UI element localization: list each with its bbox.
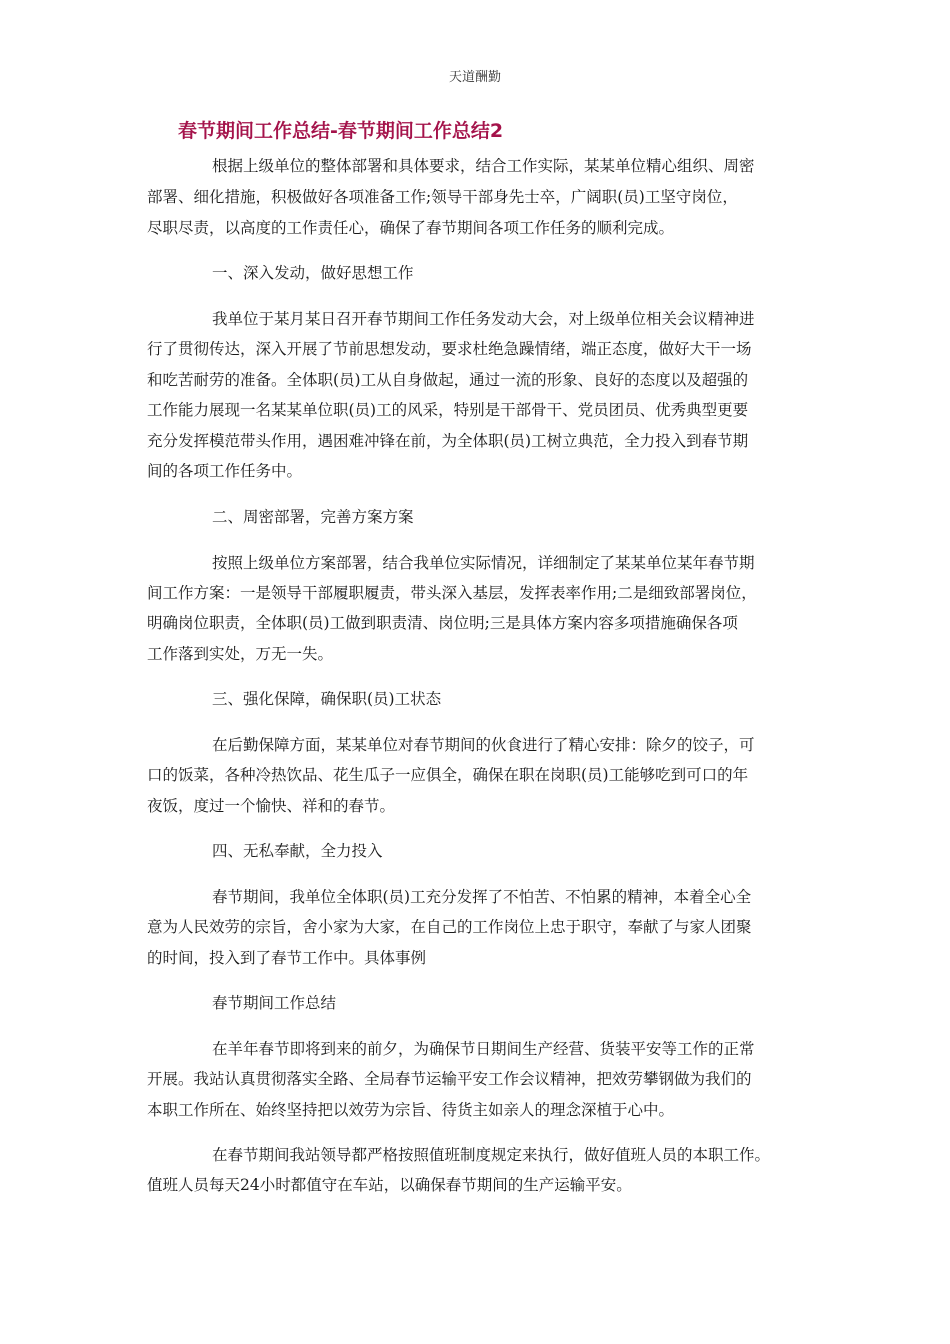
text-line: 间工作方案：一是领导干部履职履责，带头深入基层，发挥表率作用;二是细致部署岗位， bbox=[147, 584, 757, 602]
text-line: 意为人民效劳的宗旨，舍小家为大家，在自己的工作岗位上忠于职守，奉献了与家人团聚 bbox=[147, 918, 752, 936]
text-line: 夜饭，度过一个愉快、祥和的春节。 bbox=[147, 797, 396, 815]
section-heading: 三、强化保障，确保职(员)工状态 bbox=[212, 690, 442, 708]
text-line: 工作落到实处，万无一失。 bbox=[147, 645, 334, 663]
text-line: 部署、细化措施，积极做好各项准备工作;领导干部身先士卒，广阔职(员)工坚守岗位， bbox=[147, 188, 738, 206]
text-line: 春节期间，我单位全体职(员)工充分发挥了不怕苦、不怕累的精神，本着全心全 bbox=[212, 888, 752, 906]
text-line: 尽职尽责，以高度的工作责任心，确保了春节期间各项工作任务的顺利完成。 bbox=[147, 219, 675, 237]
text-line: 和吃苦耐劳的准备。全体职(员)工从自身做起，通过一流的形象、良好的态度以及超强的 bbox=[147, 371, 749, 389]
text-line: 明确岗位职责，全体职(员)工做到职责清、岗位明;三是具体方案内容多项措施确保各项 bbox=[147, 614, 738, 632]
text-line: 间的各项工作任务中。 bbox=[147, 462, 303, 480]
section-heading: 四、无私奉献，全力投入 bbox=[212, 842, 383, 860]
text-line: 在羊年春节即将到来的前夕，为确保节日期间生产经营、货装平安等工作的正常 bbox=[212, 1040, 755, 1058]
text-line: 值班人员每天24小时都值守在车站，以确保春节期间的生产运输平安。 bbox=[147, 1176, 632, 1194]
section-heading: 二、周密部署，完善方案方案 bbox=[212, 508, 414, 526]
section-heading: 一、深入发动，做好思想工作 bbox=[212, 264, 414, 282]
text-line: 按照上级单位方案部署，结合我单位实际情况，详细制定了某某单位某年春节期 bbox=[212, 554, 755, 572]
text-line: 工作能力展现一名某某单位职(员)工的风采，特别是干部骨干、党员团员、优秀典型更要 bbox=[147, 401, 749, 419]
text-line: 口的饭菜，各种冷热饮品、花生瓜子一应俱全，确保在职在岗职(员)工能够吃到可口的年 bbox=[147, 766, 749, 784]
text-line: 本职工作所在、始终坚持把以效劳为宗旨、待货主如亲人的理念深植于心中。 bbox=[147, 1101, 675, 1119]
text-line: 的时间，投入到了春节工作中。具体事例 bbox=[147, 949, 427, 967]
text-line: 根据上级单位的整体部署和具体要求，结合工作实际，某某单位精心组织、周密 bbox=[212, 157, 755, 175]
text-line: 开展。我站认真贯彻落实全路、全局春节运输平安工作会议精神，把效劳攀钢做为我们的 bbox=[147, 1070, 752, 1088]
text-line: 充分发挥模范带头作用，遇困难冲锋在前，为全体职(员)工树立典范，全力投入到春节期 bbox=[147, 432, 749, 450]
document-title: 春节期间工作总结-春节期间工作总结2 bbox=[178, 120, 504, 142]
section-heading: 春节期间工作总结 bbox=[212, 994, 337, 1012]
text-line: 在后勤保障方面，某某单位对春节期间的伙食进行了精心安排：除夕的饺子，可 bbox=[212, 736, 755, 754]
text-line: 我单位于某月某日召开春节期间工作任务发动大会，对上级单位相关会议精神进 bbox=[212, 310, 755, 328]
text-line: 行了贯彻传达，深入开展了节前思想发动，要求杜绝急躁情绪，端正态度，做好大干一场 bbox=[147, 340, 752, 358]
page-header: 天道酬勤 bbox=[448, 70, 501, 85]
text-line: 在春节期间我站领导都严格按照值班制度规定来执行，做好值班人员的本职工作。 bbox=[212, 1146, 771, 1164]
